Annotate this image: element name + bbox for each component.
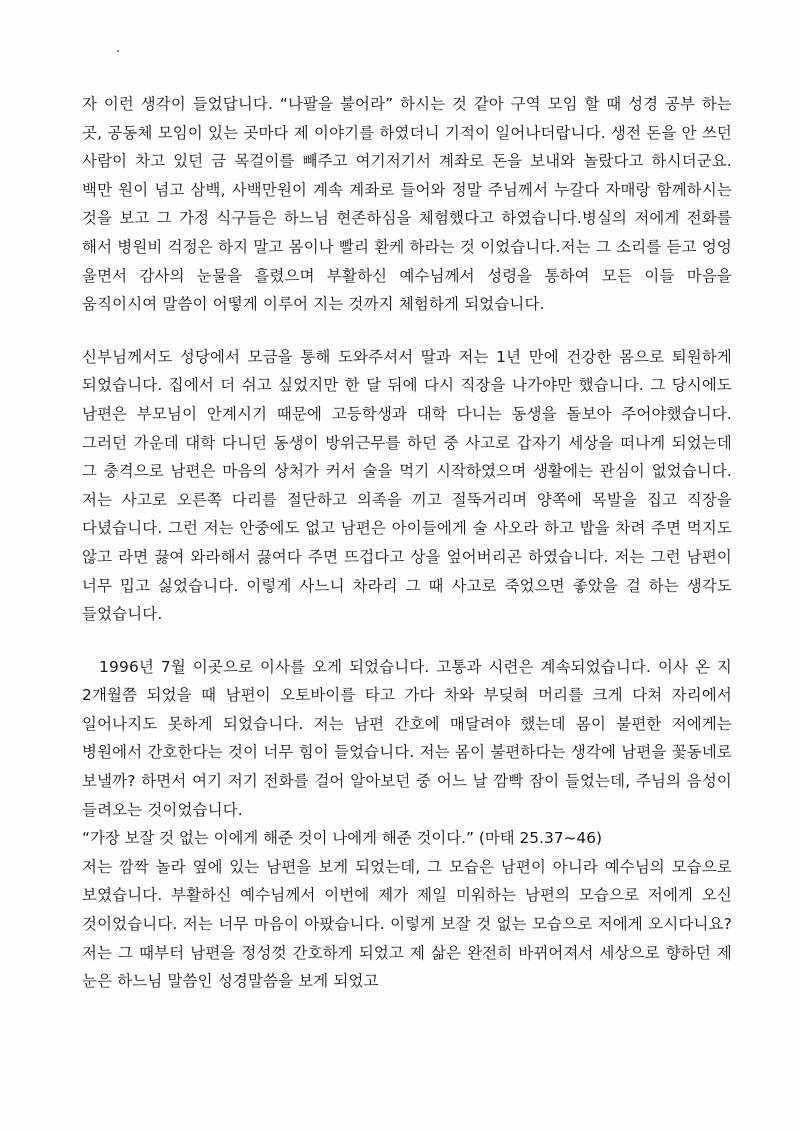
paragraph-1996-move: 1996년 7월 이곳으로 이사를 오게 되었습니다. 고통과 시련은 계속되었습니다. 이사 온 지 2개월쯤 되었을 때 남편이 오토바이를 타고 가다 차와 부딪혀 머리를 크게 다쳐 자리에서 일어나지도 못하게 되었습니다. 저는 남편 간호에 매달려야 했는데 몸이 불편한 저에게는 병원에서 간호한다는 것이 너무 힘이 들었습니다. 저는 몸이 불편하다는 생각에 남편을 꽃동네로 보낼까? 하면서 여기 저기 전화를 걸어 알아보던 중 어느 날 깜빡 잠이 들었는데, 주님의 음성이 들려오는 것이었습니다. — [82, 657, 732, 819]
paragraph-conversion: 저는 깜짝 놀라 옆에 있는 남편을 보게 되었는데, 그 모습은 남편이 아니라 예수님의 모습으로 보였습니다. 부활하신 예수님께서 이번에 제가 제일 미워하는 남편의 모습으로 저에게 오신 것이었습니다. 저는 너무 마음이 아팠습니다. 이렇게 보잘 것 없는 모습으로 저에게 오시다니요? 저는 그 때부터 남편을 정성껏 간호하게 되었고 제 삶은 완전히 바뀌어져서 세상으로 향하던 제 눈은 하느님 말씀인 성경말씀을 보게 되었고 — [82, 857, 732, 991]
scripture-quote: “가장 보잘 것 없는 이에게 해준 것이 나에게 해준 것이다.” (마태 25.37~46) — [82, 829, 603, 848]
document-body — [82, 90, 732, 996]
scan-speck — [117, 50, 119, 52]
paragraph-prayer-miracle: 자 이런 생각이 들었답니다. “나팔을 불어라” 하시는 것 같아 구역 모임 할 때 성경 공부 하는 곳, 공동체 모임이 있는 곳마다 제 이야기를 하였더니 기적이 일어나더랍니다. 생전 돈을 안 쓰던 사람이 차고 있던 금 목걸이를 빼주고 여기저기서 계좌로 돈을 보내와 놀랐다고 하시더군요. 백만 원이 넘고 삼백, 사백만원이 계속 계좌로 들어와 정말 주님께서 누갈다 자매랑 함께하시는 것을 보고 그 가정 식구들은 하느님 현존하심을 체험했다고 하였습니다.병실의 저에게 전화를 해서 병원비 걱정은 하지 말고 몸이나 빨리 환케 하라는 것 이었습니다.저는 그 소리를 듣고 엉엉 울면서 감사의 눈물을 흘렸으며 부활하신 예수님께서 성령을 통하여 모든 이들 마음을 움직이시여 말씀이 어떻게 이루어 지는 것까지 체험하게 되었습니다. — [82, 95, 732, 314]
paragraph-recovery-husband: 신부님께서도 성당에서 모금을 통해 도와주셔서 딸과 저는 1년 만에 건강한 몸으로 퇴원하게 되었습니다. 집에서 더 쉬고 싶었지만 한 달 뒤에 다시 직장을 나가야만 했습니다. 그 당시에도 남편은 부모님이 안계시기 때문에 고등학생과 대학 다니는 동생을 돌보아 주어야했습니다. 그러던 가운데 대학 다니던 동생이 방위근무를 하던 중 사고로 갑자기 세상을 떠나게 되었는데 그 충격으로 남편은 마음의 상처가 커서 술을 먹기 시작하였으며 생활에는 관심이 없었습니다. 저는 사고로 오른쪽 다리를 절단하고 의족을 끼고 절뚝거리며 양쪽에 목발을 집고 직장을 다녔습니다. 그런 저는 안중에도 없고 남편은 아이들에게 술 사오라 하고 밥을 차려 주면 먹지도 않고 라면 끓여 와라해서 끓여다 주면 뜨겁다고 상을 엎어버리곤 하였습니다. 저는 그런 남편이 너무 밉고 싫었습니다. 이렇게 사느니 차라리 그 때 사고로 죽었으면 좋았을 걸 하는 생각도 들었습니다. — [82, 347, 732, 624]
